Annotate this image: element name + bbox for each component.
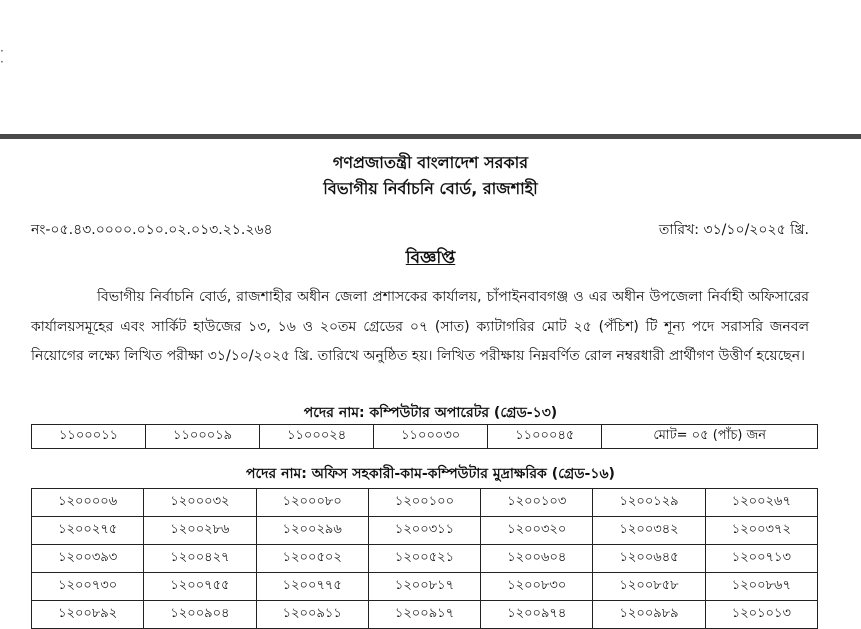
roll-cell: ১২০০৯১৭	[368, 601, 480, 629]
roll-cell: ১২০০০৮০	[256, 489, 368, 517]
roll-cell: ১২০০৮৫৮	[593, 573, 705, 601]
roll-cell: ১২০০২৬৭	[705, 489, 817, 517]
roll-cell: ১২০০৩৯৩	[32, 545, 144, 573]
roll-cell: ১২০০৮৩০	[481, 573, 593, 601]
roll-cell: ১২০০৯৭৪	[481, 601, 593, 629]
roll-cell: ১২০০৮১৭	[368, 573, 480, 601]
roll-cell: ১২০১০১৩	[705, 601, 817, 629]
roll-cell: ১২০০০৩২	[144, 489, 256, 517]
table-row	[32, 489, 818, 517]
board-title: বিভাগীয় নির্বাচনি বোর্ড, রাজশাহী	[323, 179, 538, 198]
roll-cell: ১২০০২৯৬	[256, 517, 368, 545]
roll-cell: ১২০০৯০৪	[144, 601, 256, 629]
notice-heading-text: বিজ্ঞপ্তি	[405, 248, 456, 268]
government-title: গণপ্রজাতন্ত্রী বাংলাদেশ সরকার	[332, 153, 529, 172]
scan-edge-mark: · ·	[0, 44, 4, 69]
roll-cell: ১২০০৩২০	[481, 517, 593, 545]
roll-cell: ১২০০৭৩০	[32, 573, 144, 601]
roll-cell: ১২০০৭৫৫	[144, 573, 256, 601]
roll-cell: ১২০০৪২৭	[144, 545, 256, 573]
roll-cell: ১২০০৮৯২	[32, 601, 144, 629]
roll-cell: ১২০০৬৪৫	[593, 545, 705, 573]
table-row	[32, 425, 818, 449]
section2-title: পদের নাম: অফিস সহকারী-কাম-কম্পিউটার মুদ্রাক্ষরিক (গ্রেড-১৬)	[246, 466, 615, 482]
notice-heading	[0, 245, 861, 273]
roll-cell: ১২০০৩৪২	[593, 517, 705, 545]
notice-body	[31, 283, 809, 372]
roll-cell: ১১০০০১৯	[146, 425, 260, 449]
roll-cell: ১২০০৩৭২	[705, 517, 817, 545]
page-divider	[0, 134, 861, 139]
roll-cell: ১২০০৯৮৯	[593, 601, 705, 629]
table-row	[32, 545, 818, 573]
roll-cell: ১২০০০০৬	[32, 489, 144, 517]
roll-cell: ১২০০৫২১	[368, 545, 480, 573]
office-assistant-roll-table	[31, 488, 818, 629]
roll-cell: ১১০০০২৪	[260, 425, 374, 449]
table-row	[32, 573, 818, 601]
roll-cell: ১২০০২৭৫	[32, 517, 144, 545]
roll-cell: ১২০০৭১৩	[705, 545, 817, 573]
roll-cell: ১২০০২৮৬	[144, 517, 256, 545]
table-row	[32, 517, 818, 545]
reference-number: নং-০৫.৪৩.০০০০.০১০.০২.০১৩.২১.২৬৪	[31, 222, 273, 238]
roll-cell: ১২০০৬০৪	[481, 545, 593, 573]
roll-cell: ১২০০১০০	[368, 489, 480, 517]
section1-title: পদের নাম: কম্পিউটার অপারেটর (গ্রেড-১৩)	[303, 405, 558, 421]
roll-cell: ১২০০১২৯	[593, 489, 705, 517]
roll-cell: ১২০০৯১১	[256, 601, 368, 629]
total-count-cell: মোট= ০৫ (পাঁচ) জন	[602, 425, 818, 449]
roll-cell: ১১০০০৪৫	[488, 425, 602, 449]
notice-body-text: বিভাগীয় নির্বাচনি বোর্ড, রাজশাহীর অধীন জেলা প্রশাসকের কার্যালয়, চাঁপাইনবাবগঞ্জ ও এর অধীন উপজেলা নির্বাহী অফিসারের কার্যালয়সমূহের এবং সার্কিট হাউজের ১৩, ১৬ ও ২০তম গ্রেডের ০৭ (সাত) ক্যাটাগরির মোট ২৫ (পঁচিশ) টি শূন্য পদে সরাসরি জনবল নিয়োগের লক্ষ্যে লিখিত পরীক্ষা ৩১/১০/২০২৫ খ্রি. তারিখে অনুষ্ঠিত হয়। লিখিত পরীক্ষায় নিম্নবর্ণিত রোল নম্বরধারী প্রার্থীগণ উত্তীর্ণ হয়েছেন।	[31, 289, 809, 364]
scan-top-margin	[0, 0, 861, 134]
document-header	[0, 150, 861, 202]
roll-cell: ১২০০৩১১	[368, 517, 480, 545]
roll-cell: ১১০০০১১	[32, 425, 146, 449]
roll-cell: ১১০০০৩০	[374, 425, 488, 449]
computer-operator-roll-table	[31, 424, 818, 449]
roll-cell: ১২০০৮৬৭	[705, 573, 817, 601]
table-row	[32, 601, 818, 629]
roll-cell: ১২০০৭৭৫	[256, 573, 368, 601]
roll-cell: ১২০০১০৩	[481, 489, 593, 517]
roll-cell: ১২০০৫০২	[256, 545, 368, 573]
notice-date: তারিখ: ৩১/১০/২০২৫ খ্রি.	[658, 222, 809, 238]
